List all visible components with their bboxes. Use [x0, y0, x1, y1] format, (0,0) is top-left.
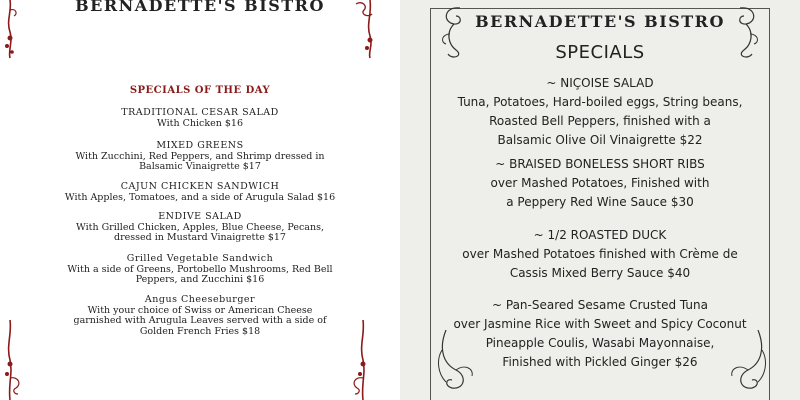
item-name: ~ Pan-Seared Sesame Crusted Tuna — [492, 298, 708, 312]
item-description: With Grilled Chicken, Apples, Blue Cheese, Pecans, — [76, 221, 324, 233]
red-flourish-icon — [2, 0, 20, 60]
right-brand-title: BERNADETTE'S BISTRO — [475, 12, 725, 31]
item-description: Pineapple Coulis, Wasabi Mayonnaise, — [485, 336, 715, 350]
item-name: ~ NIÇOISE SALAD — [546, 76, 654, 90]
left-menu-item — [0, 212, 400, 244]
item-description: With a side of Greens, Portobello Mushrooms, Red Bell — [67, 263, 333, 275]
item-description: Golden French Fries $18 — [139, 325, 261, 337]
item-description: over Mashed Potatoes finished with Crème de — [462, 247, 738, 261]
right-menu-item — [400, 226, 800, 283]
item-description: Cassis Mixed Berry Sauce $40 — [509, 266, 691, 280]
item-description: With Chicken $16 — [157, 117, 243, 129]
item-name: MIXED GREENS — [156, 140, 244, 151]
item-description: With Apples, Tomatoes, and a side of Arugula Salad $16 — [64, 191, 336, 203]
red-flourish-icon — [352, 0, 382, 60]
item-name: ~ 1/2 ROASTED DUCK — [533, 228, 667, 242]
item-description: With Zucchini, Red Peppers, and Shrimp dressed in — [75, 150, 325, 162]
item-description: garnished with Arugula Leaves served with a side of — [73, 315, 327, 326]
item-description: Balsamic Vinaigrette $17 — [139, 161, 261, 172]
left-brand-title: BERNADETTE'S BISTRO — [75, 0, 325, 15]
item-description: Finished with Pickled Ginger $26 — [502, 355, 698, 369]
left-menu-item — [0, 108, 400, 129]
item-name: CAJUN CHICKEN SANDWICH — [120, 181, 280, 192]
left-menu-item — [0, 295, 400, 337]
left-menu-item — [0, 182, 400, 203]
item-description: Balsamic Olive Oil Vinaigrette $22 — [497, 133, 703, 147]
item-description: over Jasmine Rice with Sweet and Spicy Coconut — [453, 317, 747, 331]
item-description: over Mashed Potatoes, Finished with — [490, 176, 710, 190]
item-name: Grilled Vegetable Sandwich — [126, 253, 274, 264]
right-menu-item — [400, 296, 800, 372]
right-menu-item — [400, 155, 800, 212]
right-menu-item — [400, 74, 800, 150]
specials-of-the-day-heading: SPECIALS OF THE DAY — [129, 85, 271, 96]
item-description: Peppers, and Zucchini $16 — [135, 274, 265, 285]
item-name: TRADITIONAL CESAR SALAD — [121, 107, 279, 118]
item-name: ENDIVE SALAD — [158, 211, 242, 222]
left-menu-item — [0, 254, 400, 286]
item-description: Roasted Bell Peppers, finished with a — [489, 114, 711, 128]
item-description: a Peppery Red Wine Sauce $30 — [506, 195, 694, 209]
left-menu-item — [0, 141, 400, 173]
item-description: dressed in Mustard Vinaigrette $17 — [114, 232, 286, 243]
specials-title: SPECIALS — [555, 42, 645, 63]
item-description: With your choice of Swiss or American Cheese — [87, 304, 313, 316]
item-name: Angus Cheeseburger — [144, 294, 256, 305]
item-description: Tuna, Potatoes, Hard-boiled eggs, String beans, — [457, 95, 743, 109]
item-name: ~ BRAISED BONELESS SHORT RIBS — [495, 157, 705, 171]
